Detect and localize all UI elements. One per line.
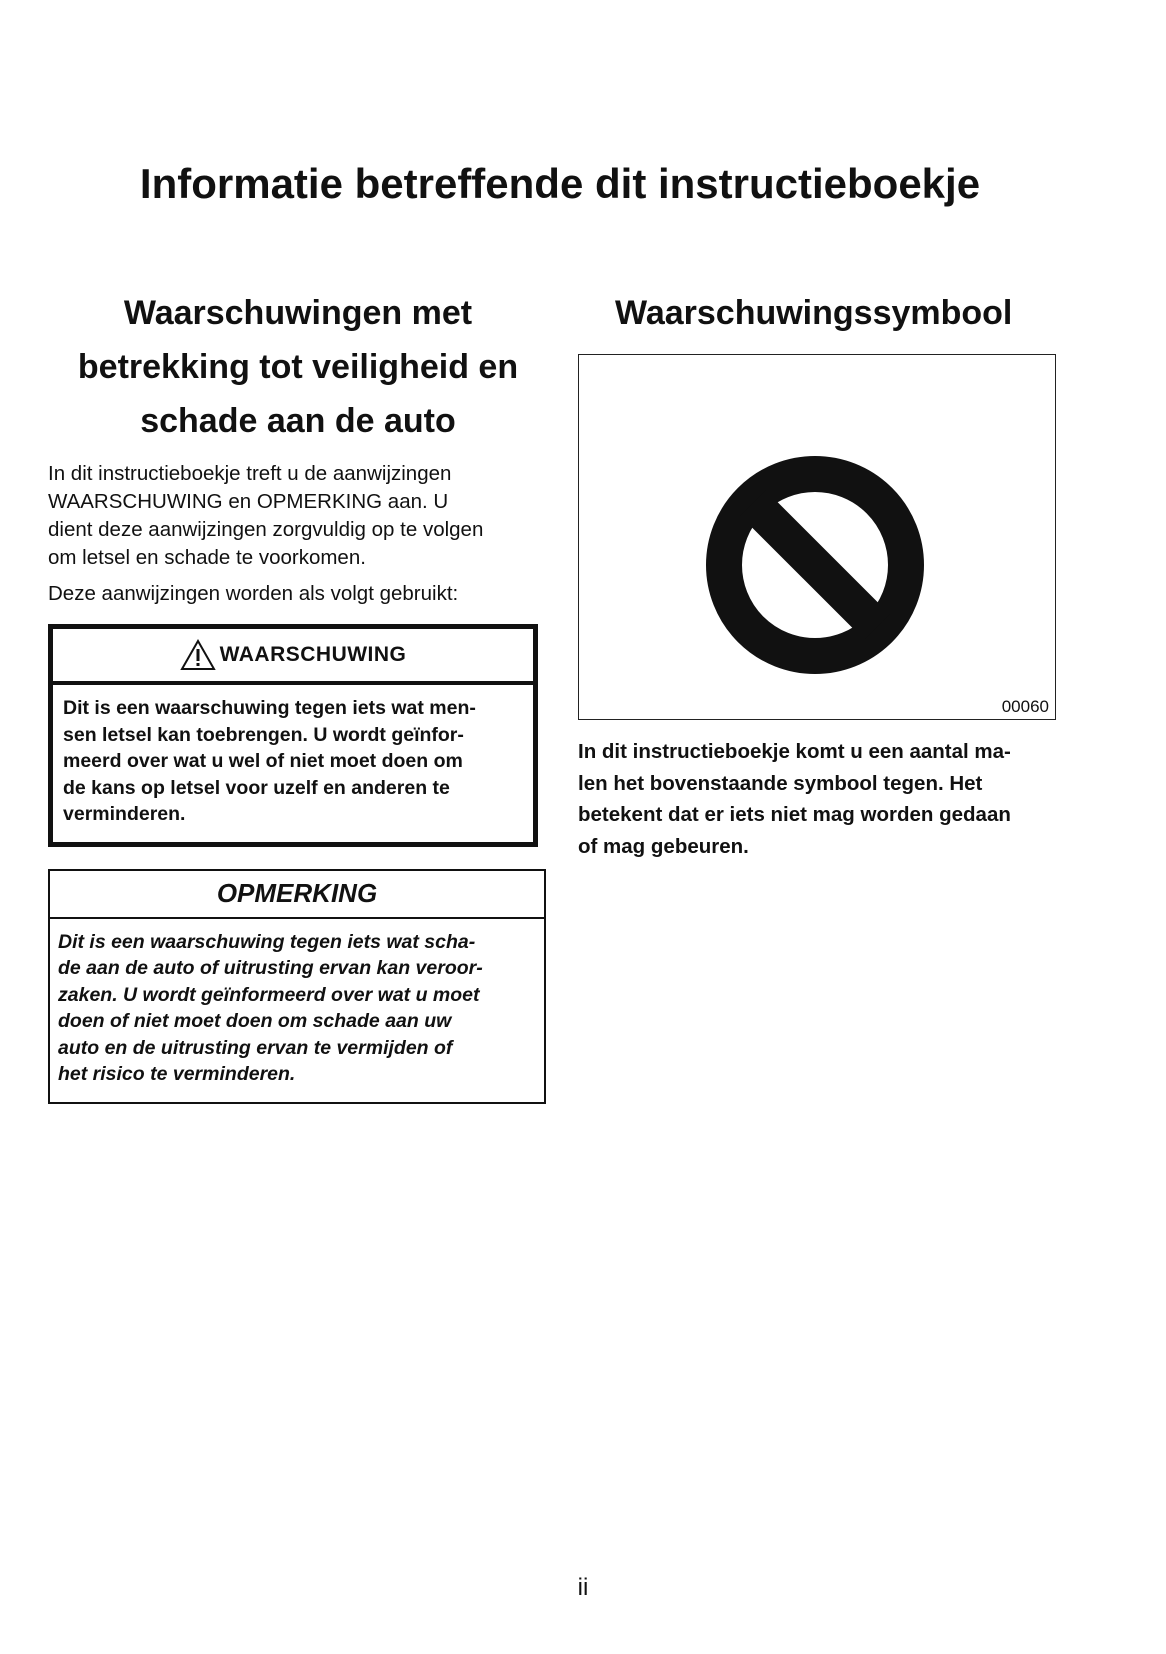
text-line: om letsel en schade te voorkomen. xyxy=(48,546,366,569)
symbol-heading: Waarschuwingssymbool xyxy=(615,294,1013,332)
text-line: het risico te verminderen. xyxy=(58,1063,296,1085)
text-line: meerd over wat u wel of niet moet doen om xyxy=(63,750,463,772)
notice-box xyxy=(48,869,546,1104)
symbol-figure xyxy=(578,354,1056,720)
notice-header: OPMERKING xyxy=(50,871,544,919)
warning-body xyxy=(53,685,533,842)
prohibition-icon xyxy=(705,455,925,675)
safety-warnings-heading xyxy=(48,286,548,448)
warning-box xyxy=(48,624,538,847)
intro-paragraph xyxy=(48,460,548,572)
heading-line: betrekking tot veiligheid en xyxy=(77,348,519,386)
page-number: ii xyxy=(577,1574,589,1601)
text-line: WAARSCHUWING en OPMERKING aan. U xyxy=(48,490,449,513)
text-line: de kans op letsel voor uzelf en anderen te xyxy=(63,776,450,799)
heading-line: schade aan de auto xyxy=(140,402,456,440)
text-line: verminderen. xyxy=(63,803,186,825)
text-line: doen of niet moet doen om schade aan uw xyxy=(58,1010,452,1032)
text-line: len het bovenstaande symbool tegen. Het xyxy=(578,771,983,795)
left-column xyxy=(48,286,548,1104)
text-line: sen letsel kan toebrengen. U wordt geïnfor- xyxy=(63,723,464,746)
text-line: dient deze aanwijzingen zorgvuldig op te volgen xyxy=(48,518,484,541)
text-line: auto en de uitrusting ervan te vermijden of xyxy=(58,1036,453,1059)
warning-header xyxy=(53,629,533,685)
heading-line: Waarschuwingen met xyxy=(123,294,473,332)
text-line: Dit is een waarschuwing tegen iets wat scha- xyxy=(58,930,476,953)
text-line: de aan de auto of uitrusting ervan kan veroor- xyxy=(58,957,483,979)
page-title: Informatie betreffende dit instructieboekje xyxy=(139,160,981,207)
figure-code: 00060 xyxy=(1001,697,1049,716)
text-line: betekent dat er iets niet mag worden gedaan xyxy=(578,803,1011,826)
warning-label: WAARSCHUWING xyxy=(219,643,407,666)
usage-paragraph: Deze aanwijzingen worden als volgt gebruikt: xyxy=(48,582,459,605)
text-line: Dit is een waarschuwing tegen iets wat men- xyxy=(63,697,476,719)
warning-triangle-icon xyxy=(180,639,216,671)
notice-body xyxy=(50,919,544,1102)
symbol-description xyxy=(578,736,1078,862)
text-line: of mag gebeuren. xyxy=(578,834,749,858)
right-column xyxy=(578,286,1068,862)
text-line: In dit instructieboekje komt u een aantal ma- xyxy=(578,740,1011,763)
text-line: zaken. U wordt geïnformeerd over wat u moet xyxy=(58,983,480,1006)
text-line: In dit instructieboekje treft u de aanwijzingen xyxy=(48,462,452,485)
